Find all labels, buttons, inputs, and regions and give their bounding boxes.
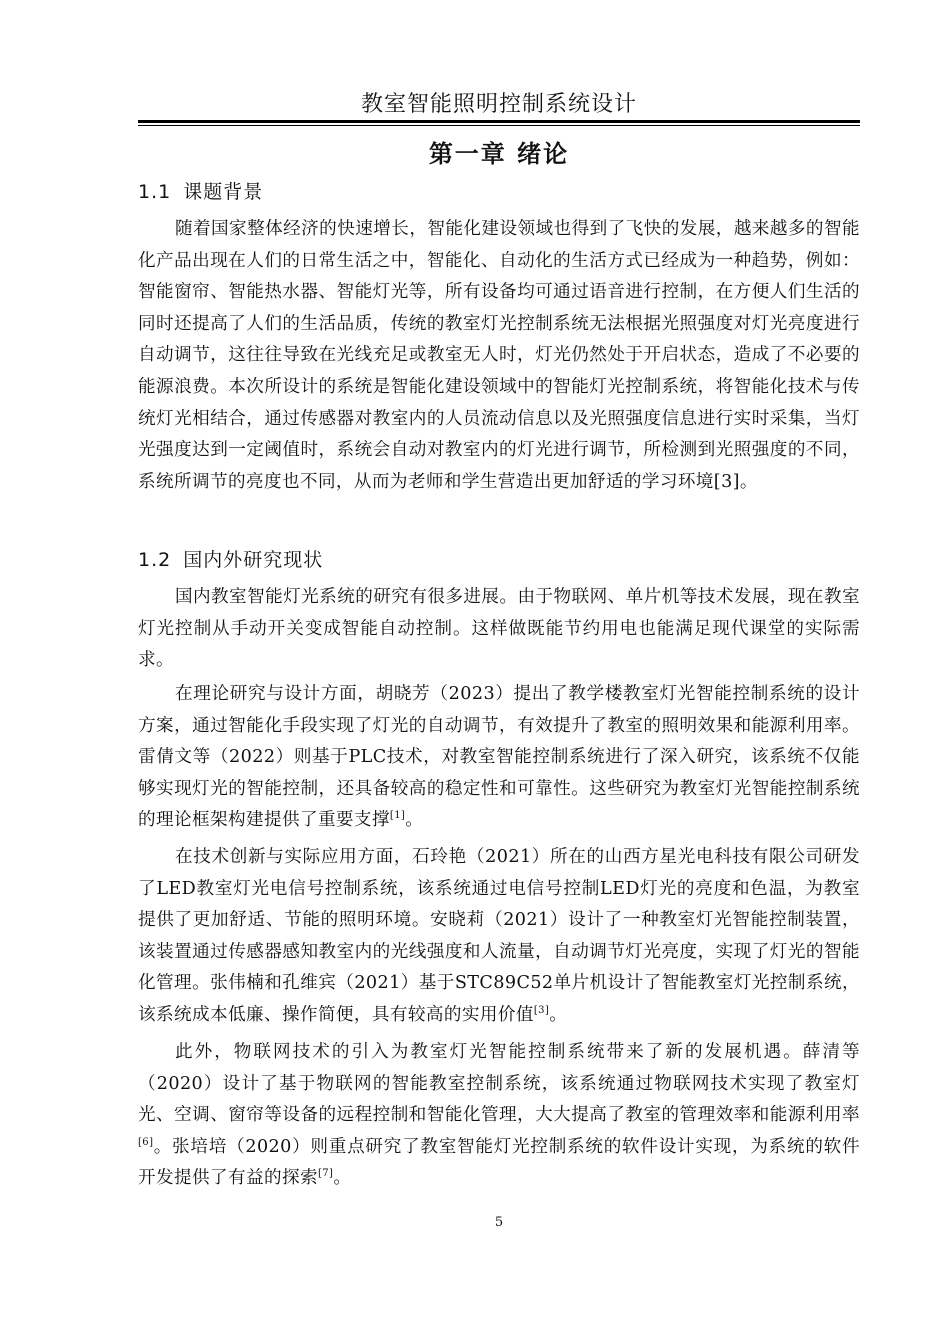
section-heading-1-2 — [138, 545, 323, 575]
section-title: 课题背景 — [183, 181, 264, 203]
paragraph-background — [138, 214, 860, 498]
citation: [1] — [389, 810, 406, 822]
paragraph-tail: 。 — [333, 1168, 352, 1189]
paragraph-application — [138, 842, 860, 1032]
citation: [7] — [317, 1168, 334, 1180]
section-number: 1.2 — [138, 549, 172, 571]
paragraph-text: 此外，物联网技术的引入为教室灯光智能控制系统带来了新的发展机遇。薛清等（2020）设计了基于物联网的智能教室控制系统，该系统通过物联网技术实现了教室灯光、空调、窗帘等设备的远程控制和智能化管理，大大提高了教室的管理效率和能源利用率 — [138, 1042, 860, 1126]
citation: [3] — [533, 1005, 550, 1017]
paragraph-tail: 。 — [405, 810, 424, 831]
paragraph-tail: 。 — [549, 1004, 568, 1025]
header-rule-thick — [138, 120, 860, 123]
paragraph-tail: 。张培培（2020）则重点研究了教室智能灯光控制系统的软件设计实现，为系统的软件开发提供了有益的探索 — [138, 1136, 860, 1189]
header-rule-thin — [138, 125, 860, 126]
paragraph-text: 随着国家整体经济的快速增长，智能化建设领域也得到了飞快的发展，越来越多的智能化产品出现在人们的日常生活之中，智能化、自动化的生活方式已经成为一种趋势，例如：智能窗帘、智能热水器、智能灯光等，所有设备均可通过语音进行控制，在方便人们生活的同时还提高了人们的生活品质，传统的教室灯光控制系统无法根据光照强度对灯光亮度进行自动调节，这往往导致在光线充足或教室无人时，灯光仍然处于开启状态，造成了不必要的能源浪费。本次所设计的系统是智能化建设领域中的智能灯光控制系统，将智能化技术与传统灯光相结合，通过传感器对教室内的人员流动信息以及光照强度信息进行实时采集，当灯光强度达到一定阈值时，系统会自动对教室内的灯光进行调节，所检测到光照强度的不同，系统所调节的亮度也不同，从而为老师和学生营造出更加舒适的学习环境[3]。 — [138, 219, 860, 492]
citation: [6] — [138, 1136, 154, 1148]
section-heading-1-1 — [138, 177, 263, 207]
paragraph-text: 国内教室智能灯光系统的研究有很多进展。由于物联网、单片机等技术发展，现在教室灯光控制从手动开关变成智能自动控制。这样做既能节约用电也能满足现代课堂的实际需求。 — [138, 587, 860, 671]
paragraph-theory — [138, 679, 860, 837]
paragraph-text: 在技术创新与实际应用方面，石玲艳（2021）所在的山西方星光电科技有限公司研发了LED教室灯光电信号控制系统，该系统通过电信号控制LED灯光的亮度和色温，为教室提供了更加舒适、节能的照明环境。安晓莉（2021）设计了一种教室灯光智能控制装置，该装置通过传感器感知教室内的光线强度和人流量，自动调节灯光亮度，实现了灯光的智能化管理。张伟楠和孔维宾（2021）基于STC89C52单片机设计了智能教室灯光控制系统，该系统成本低廉、操作简便，具有较高的实用价值 — [138, 847, 860, 1025]
section-number: 1.1 — [138, 181, 172, 203]
paragraph-overview — [138, 582, 860, 677]
page-number: 5 — [494, 1215, 504, 1230]
paragraph-iot — [138, 1037, 860, 1195]
section-title: 国内外研究现状 — [183, 549, 324, 571]
chapter-title: 第一章 绪论 — [428, 140, 570, 168]
paragraph-text: 在理论研究与设计方面，胡晓芳（2023）提出了教学楼教室灯光智能控制系统的设计方案，通过智能化手段实现了灯光的自动调节，有效提升了教室的照明效果和能源利用率。雷倩文等（2022）则基于PLC技术，对教室智能控制系统进行了深入研究，该系统不仅能够实现灯光的智能控制，还具备较高的稳定性和可靠性。这些研究为教室灯光智能控制系统的理论框架构建提供了重要支撑 — [138, 684, 860, 831]
running-header: 教室智能照明控制系统设计 — [360, 92, 637, 117]
